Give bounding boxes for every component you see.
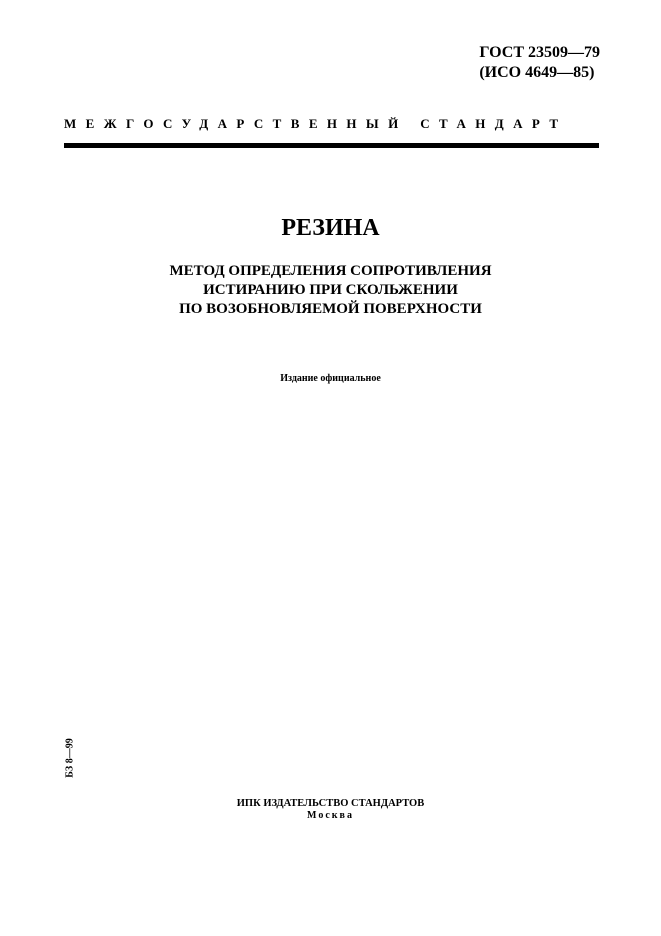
subtitle-line: МЕТОД ОПРЕДЕЛЕНИЯ СОПРОТИВЛЕНИЯ — [169, 263, 492, 279]
standard-number: ГОСТ 23509—79 — [479, 44, 600, 61]
header-divider — [64, 143, 599, 148]
publisher-name: ИПК ИЗДАТЕЛЬСТВО СТАНДАРТОВ — [236, 798, 425, 809]
publisher-city: Москва — [307, 810, 354, 821]
subtitle-line: ПО ВОЗОБНОВЛЯЕМОЙ ПОВЕРХНОСТИ — [179, 301, 482, 317]
edition-label: Издание официальное — [280, 373, 381, 384]
interstate-standard-label: МЕЖГОСУДАРСТВЕННЫЙ СТАНДАРТ — [64, 116, 568, 131]
subtitle-line: ИСТИРАНИЮ ПРИ СКОЛЬЖЕНИИ — [203, 282, 458, 298]
iso-number: (ИСО 4649—85) — [479, 64, 595, 81]
document-subtitle — [0, 262, 661, 319]
standard-number-block — [479, 43, 600, 83]
side-code: БЗ 8—99 — [64, 738, 76, 778]
document-title: РЕЗИНА — [281, 215, 380, 241]
